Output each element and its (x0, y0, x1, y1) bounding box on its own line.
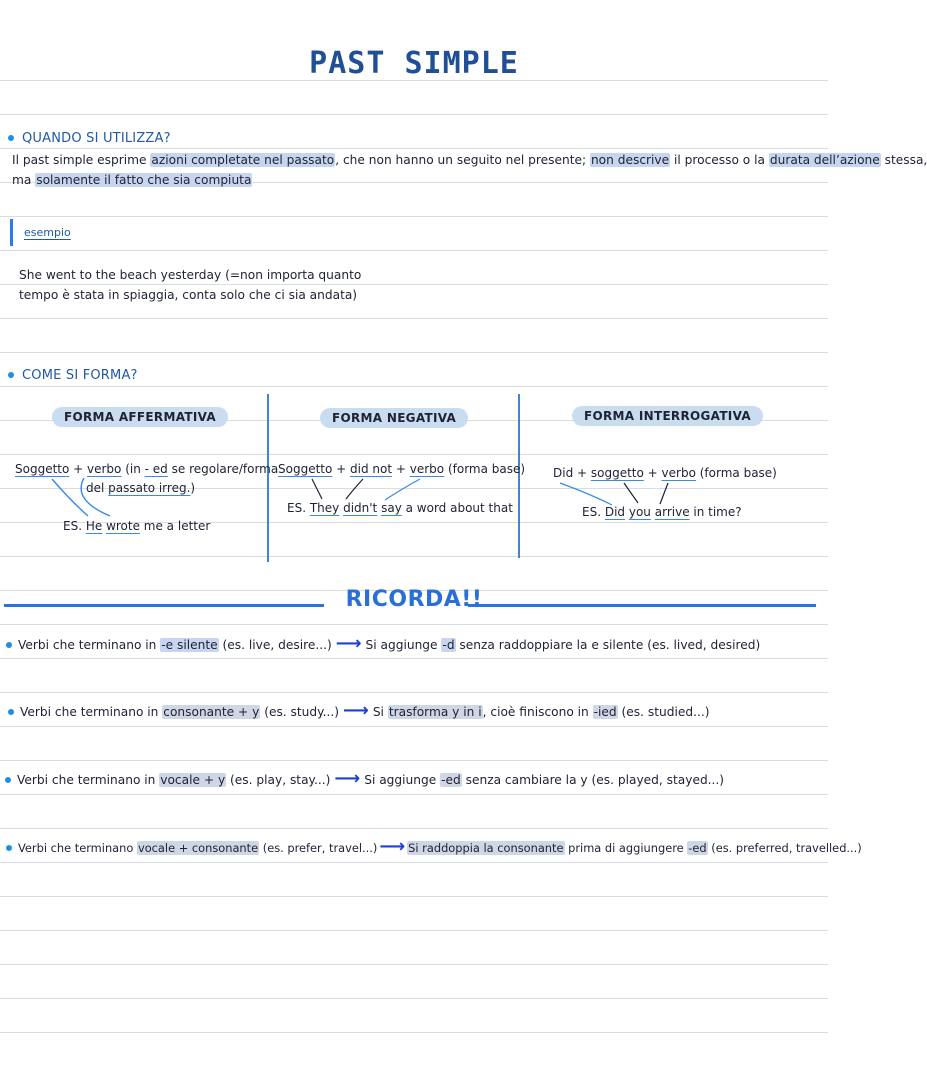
arrow-icon: ⟶ (335, 633, 362, 654)
highlight-completed-actions: azioni completate nel passato (151, 153, 335, 167)
rule-item-vocale-consonante: Verbi che terminano vocale + consonante (es. prefer, travel...) ⟶ Si raddoppia la consonante prima di aggiungere -ed (es. preferred, travelled...) (6, 838, 862, 859)
section-heading-how: COME SI FORMA? (8, 368, 138, 383)
connector-subject-they (312, 479, 322, 499)
definition-line-2: ma solamente il fatto che sia compiuta (12, 173, 252, 187)
arrow-icon: ⟶ (379, 836, 406, 857)
interrogative-form-label: FORMA INTERROGATIVA (572, 406, 763, 426)
ricorda-heading: RICORDA!! (345, 587, 483, 612)
rule-item-vocale-y: Verbi che terminano in vocale + y (es. play, stay...) ⟶ Si aggiunge -ed senza cambiare la y (es. played, stayed...) (5, 770, 724, 791)
example-line-2: tempo è stata in spiaggia, conta solo che ci sia andata) (19, 288, 358, 302)
rule-item-e-silente: Verbi che terminano in -e silente (es. live, desire...) ⟶ Si aggiunge -d senza raddoppiare la e silente (es. lived, desired) (6, 635, 760, 656)
connector-verb-say (385, 479, 420, 500)
example-label: esempio (24, 226, 71, 239)
example-line-1: She went to the beach yesterday (=non importa quanto (19, 268, 362, 282)
negative-example: ES. They didn't say a word about that (287, 501, 513, 515)
arrow-icon: ⟶ (334, 768, 361, 789)
page-title: PAST SIMPLE (309, 46, 519, 81)
rule-item-consonante-y: Verbi che terminano in consonante + y (es. study...) ⟶ Si trasforma y in i, cioè finiscono in -ied (es. studied...) (8, 702, 709, 723)
section-heading-when: QUANDO SI UTILIZZA? (8, 131, 171, 146)
affirmative-formula-line-2: del passato irreg.) (86, 481, 196, 495)
bullet-dot (8, 135, 14, 141)
arrow-icon: ⟶ (343, 700, 369, 721)
affirmative-formula-line-1: Soggetto + verbo (in - ed se regolare/forma (15, 462, 279, 476)
interrogative-example: ES. Did you arrive in time? (582, 505, 742, 519)
connector-didnot-didnt (346, 479, 363, 499)
example-marker-bar (10, 219, 13, 246)
interrogative-formula: Did + soggetto + verbo (forma base) (553, 466, 777, 480)
highlight-only-fact: solamente il fatto che sia compiuta (36, 173, 252, 187)
connector-subject-he (52, 479, 88, 516)
connector-did-did (560, 483, 612, 505)
column-divider-2 (518, 394, 520, 558)
highlight-duration: durata dell’azione (769, 153, 880, 167)
negative-formula: Soggetto + did not + verbo (forma base) (278, 462, 526, 476)
definition-line-1: Il past simple esprime azioni completate nel passato, che non hanno un seguito nel presente; non descrive il processo o la durata dell’azione stessa, (12, 153, 927, 167)
connector-subject-you (624, 483, 638, 503)
affirmative-example: ES. He wrote me a letter (63, 519, 211, 533)
negative-form-label: FORMA NEGATIVA (320, 408, 468, 428)
connector-verb-arrive (660, 483, 668, 504)
affirmative-form-label: FORMA AFFERMATIVA (52, 407, 228, 427)
highlight-not-describe: non descrive (590, 153, 670, 167)
column-divider-1 (267, 394, 269, 562)
bullet-dot (8, 372, 14, 378)
